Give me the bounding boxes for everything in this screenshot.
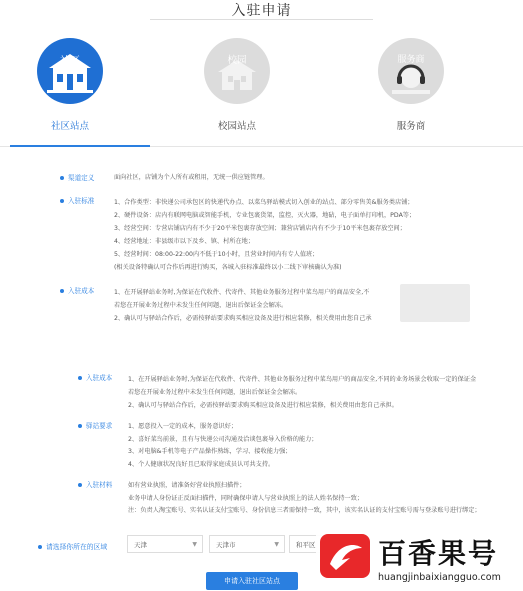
section-head-standard: 入驻标准 [60, 196, 94, 206]
section-body-definition [114, 173, 269, 183]
campus-icon [204, 38, 270, 104]
tab-campus[interactable] [182, 38, 292, 132]
section-body-cost-1 [114, 286, 372, 325]
materials-line: 注：负责人淘宝账号、实名认证支付宝账号、身份信息三者需保持一致，其中，该实名认证的支付宝账号需与登录账号进行绑定； [128, 507, 481, 514]
tab-community[interactable] [15, 38, 125, 132]
cost1-line: 若您在开展业务过程中未发生任何问题，退出后保证金会解冻。 [114, 302, 288, 309]
blur-overlay [400, 284, 470, 322]
province-select[interactable] [127, 535, 203, 553]
title-divider [150, 19, 373, 20]
cost2-line: 1、在开展驿站业务时,为保证在代收件、代寄件、其他业务服务过程中菜鸟用户的商品安全,不同的业务场景会收取一定的保证金 [128, 376, 477, 383]
tab-badge-campus: 校园 [227, 55, 247, 66]
section-body-materials [128, 480, 481, 518]
section-head-cost-1: 入驻成本 [60, 286, 94, 296]
section-head-materials: 入驻材料 [78, 480, 112, 490]
watermark-url: huangjinbaixiangguo.com [378, 572, 501, 583]
standard-line: 3、经营空间：专营店铺店内有不少于20平米包裹存放空间；兼营店铺店内有不少于10平米包裹存放空间； [114, 225, 406, 232]
brand-logo-icon [320, 534, 370, 578]
tab-label-community: 社区站点 [50, 121, 89, 132]
section-head-cost-2: 入驻成本 [78, 373, 112, 383]
cost2-line: 2、确认可与驿站合作后，必需按驿站要求购买相应设备及进行相应装修，相关费用由您自己承担。 [128, 402, 398, 409]
page-title: 入驻申请 [231, 3, 292, 19]
materials-line: 如有营业执照，请准备好营业执照扫描件； [128, 482, 246, 489]
watermark-brand: 百香果号 [378, 537, 499, 570]
cost1-line: 2、确认可与驿站合作后，必需按驿站要求购买相应设备及进行相应装修，相关费用由您自己承 [114, 315, 372, 322]
province-value: 天津 [134, 541, 147, 549]
standard-line: (相关设备特确认可合作后再进行购买，各城入驻标准最终以小二线下审核确认为准) [114, 264, 342, 271]
requirements-line: 3、对电脑&手机等电子产品操作熟练，学习、接收能力强； [128, 448, 292, 455]
city-value: 天津市 [216, 541, 236, 549]
section-head-definition: 渠道定义 [60, 173, 94, 183]
standard-line: 4、经营地址：非县级市以下及乡、镇、村所在地； [114, 238, 255, 245]
watermark [316, 522, 523, 591]
apply-community-site-button[interactable]: 申请入驻社区站点 [206, 572, 298, 590]
standard-line: 2、硬件设备：店内有联网电脑或智能手机，专业包裹货架，监控，灭火器，地砧，电子面单打印机，PDA等； [114, 212, 416, 219]
tab-label-service: 服务商 [396, 121, 426, 132]
tab-service-provider[interactable] [356, 38, 466, 132]
headset-icon [378, 38, 444, 104]
standard-line: 1、合作类型：非快递公司承包区的快递代办点、以菜鸟驿站模式切入创业的站点、部分零售美&服务类店铺； [114, 199, 414, 206]
cost1-line: 1、在开展驿站业务时,为保证在代收件、代寄件、其他业务服务过程中菜鸟用户的商品安全,不 [114, 289, 370, 296]
materials-line: 业务申请人身份证正反面扫描件，同时确保申请人与营业执照上的法人姓名保持一致； [128, 494, 364, 502]
cost2-line: 若您在开展业务过程中未发生任何问题，退出后保证金会解冻。 [128, 389, 302, 396]
section-body-standard [114, 196, 415, 274]
requirements-line: 4、个人健康状况良好且已取得家庭成员认可共支持。 [128, 460, 275, 468]
section-head-requirements: 驿站要求 [78, 421, 112, 431]
district-value: 和平区 [296, 541, 316, 549]
section-body-cost-2 [128, 373, 476, 412]
definition-line: 面向社区，店铺为个人所有或租用，无统一供应链管理。 [114, 174, 269, 181]
active-tab-indicator [10, 145, 150, 147]
chevron-down-icon: ▼ [274, 541, 279, 548]
city-select[interactable] [209, 535, 285, 553]
region-label: 请选择你所在的区域 [38, 541, 107, 551]
chevron-down-icon: ▼ [192, 541, 197, 548]
tab-badge-service: 服务商 [397, 55, 425, 65]
community-icon [37, 38, 103, 104]
tab-badge-community: 社区 [60, 56, 80, 67]
requirements-line: 2、喜好菜鸟前景，且有与快递公司沟通及洽谈包裹导入价格的能力； [128, 435, 318, 443]
section-body-requirements [128, 421, 318, 471]
standard-line: 5、经营时间：08:00-22:00内不低于10小时，且营业时间内有专人值班； [114, 251, 319, 258]
requirements-line: 1、愿意投入一定的成本，服务意识好； [128, 423, 238, 430]
tab-label-campus: 校园站点 [217, 121, 256, 132]
